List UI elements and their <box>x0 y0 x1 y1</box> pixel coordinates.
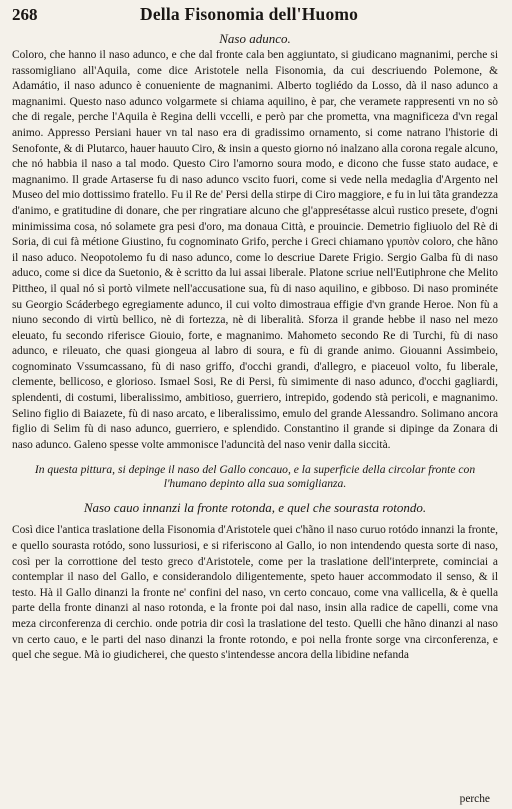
catchword: perche <box>459 793 490 805</box>
paragraph-naso-adunco: Coloro, che hanno il naso adunco, e che dal fronte cala ben aggiuntato, si giudicano magnanimi, perche si rassomigliano all'Aquila, come dice Aristotele nella Fisonomia, da cui descriuendo Polemone, & Adamátio, il naso adunco è conueniente de magnanimi. Alberto togliédo da Losso, dà il naso adunco a magnanimi. Questo naso adunco volgarmete si chiama aquilino, è par, che veramete rappresenti vn no sò che di regale, perche l'Aquila è Regina delli vccelli, e però par che prometta, vna magnificeza d'vn regal animo. Appresso Persiani hauer vn tal naso era di gradissimo ornamento, si come natrano l'historie di Senofonte, & di Plutarco, hauer hauuto Ciro, & insin a questo giorno nó inalzano alla corona regale alcuno, che nó habbia il naso a tal modo. Questo Ciro l'amorno soura modo, e dicono che fusse stato audace, e magnanimo. Il grade Artaserse fu di naso adunco vscito fuori, come si vede nella medaglia d'Argento nel Museo del mio dottissimo fratello. Fu il Re de' Persi della stirpe di Ciro maggiore, e fu in lui tãta grandezza d'animo, e gratitudine di donare, che per ringratiare alcuno che gl'appresétasse alcuì rustico presete, d'ogni minimissima cosa, nó solamete gra pesi d'oro, ma donaua Città, e prouincie. Demetrio figliuolo del Rè di Soria, di cui fà métione Giustino, fu cognominato Grifo, perche i Greci chiamano γρυπὸν coloro, che hãno il naso aduco. Neopotolemo fu di naso adunco, come lo descriue Darete Frigio. Sergio Galba fù di naso aduco, come si dice da Suetonio, & è scritto da lui assai liberale. Platone scriue nell'Eutiphrone che Melito Pittheo, il qual nó sì portò vilmete nell'accusatione sua, fù di naso aquilino, e gibboso. Di naso prominéte su Georgio Scáderbego egregiamente adunco, il cui volto dimostraua effigie d'vn grande Heroe. Non fù a niuno secondo di virtù bellico, nè di fortezza, nè di liberalità. Sforza il grande hebbe il naso nel mezo eleuato, fu secondo riferisce Giouio, forte, e magnanimo. Mahometo secondo Re di Turchi, fù di naso adunco, e rileuato, che quasi giongeua al labro di soura, e fù di grande animo. Giouanni Assimbeio, cognominato Vssumcassano, fù di naso griffo, d'occhi grandi, d'allegro, e piaceuol volto, fu liberale, clemente, bellicoso, e glorioso. Ismael Sosi, Re di Persi, fù simimente di naso adunco, d'occhi gagliardi, splendenti, di costumi, liberalissimo, ambitioso, guerriero, intrepido, godendo stà pericoli, e magnanimo. Selino figlio di Baiazete, fù di naso arcato, e liberalissimo, emulo del grande Alessandro. Solimano ancora figlio di Selim fù di naso adunco, guerriero, e splendido. Constantino il grande si dipinge da Zonara di naso adunco. Galeno spesse volte ammonisce l'aduncità del naso venir dalla siccità. <box>12 49 498 451</box>
section-title-naso-adunco: Naso adunco. <box>219 31 291 46</box>
page-number: 268 <box>12 5 38 24</box>
section-title-naso-cauo: Naso cauo innanzi la fronte rotonda, e quel che sourasta rotondo. <box>83 500 427 516</box>
header-title: Della Fisonomia dell'Huomo <box>140 4 359 24</box>
caption-line-1: In questa pittura, si depinge il naso del Gallo concauo, e la superficie della circolar fronte con <box>34 463 476 477</box>
paragraph-naso-cauo: Così dice l'antica traslatione della Fisonomia d'Aristotele quei c'hãno il naso curuo rotódo innanzi la fronte, e quello sourasta rotódo, sono lussuriosi, e si riferiscono al Gallo, io non intendendo questa sorte di naso, così per la corrottione del testo greco d'Aristotele, come per la traslatione dell'interprete, cominciai a contemplar il naso del Gallo, e considerandolo diligentemente, speto hauer accommodato il senso, & il testo. Hà il Gallo dinanzi la fronte ne' confini del naso, vn certo concauo, come vna vallicella, & è quella parte della fronte dinanzi al naso rotonda, e la fronte poi dal naso, insin alla radice de capelli, come vna meza circonferenza di cerchio. onde potria dir così la traslatione del testo. Quelli che hãno dinanzi al naso vn certo cauo, e le parti del naso dinanzi la fronte rotondo, e poi nella fronte sorge vna circonferenza, e quel che segue. Mà io giudicherei, che questo s'intendesse ancora della libidine nefanda <box>12 524 498 662</box>
caption-line-2: l'humano depinto alla sua somiglianza. <box>163 477 347 491</box>
illustration-caption <box>12 463 498 491</box>
running-head <box>12 4 498 28</box>
